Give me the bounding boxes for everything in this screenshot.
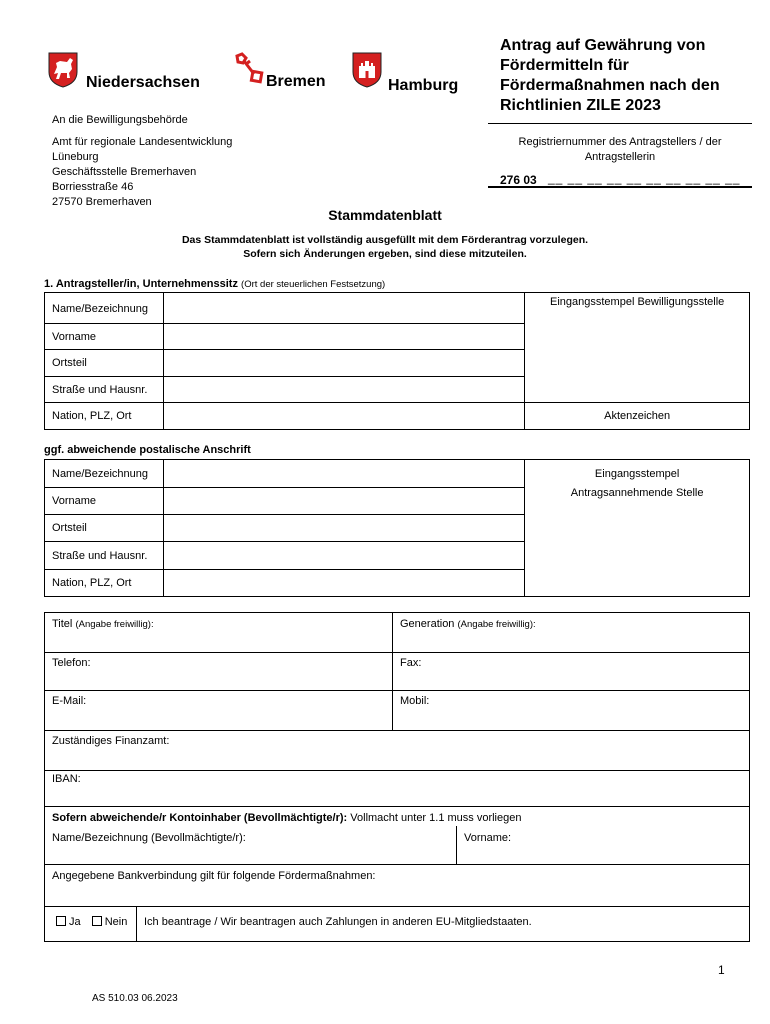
rule-4 bbox=[44, 770, 750, 771]
ja-label: Ja bbox=[69, 916, 81, 928]
vrule-holder bbox=[456, 826, 457, 864]
contact-box bbox=[44, 612, 750, 942]
rule-5 bbox=[44, 806, 750, 807]
s2-input-nation[interactable] bbox=[163, 570, 524, 597]
section2-title: ggf. abweichende postalische Anschrift bbox=[44, 444, 251, 456]
email-field[interactable]: E-Mail: bbox=[52, 695, 87, 707]
rule-3 bbox=[44, 730, 750, 731]
page-heading: Stammdatenblatt bbox=[328, 207, 442, 223]
s2-input-strasse[interactable] bbox=[163, 542, 524, 570]
titel-sub: (Angabe freiwillig): bbox=[75, 619, 154, 630]
section2-table bbox=[44, 459, 750, 597]
generation-sub: (Angabe freiwillig): bbox=[457, 619, 536, 630]
generation-field[interactable] bbox=[400, 618, 536, 630]
bremen-key-icon bbox=[234, 52, 264, 86]
section1-subtitle: (Ort der steuerlichen Festsetzung) bbox=[241, 279, 386, 290]
s2-label-name: Name/Bezeichnung bbox=[45, 460, 164, 488]
registration-box bbox=[488, 130, 752, 188]
s2-stamp-box bbox=[525, 460, 750, 597]
logo-text-bremen: Bremen bbox=[266, 73, 326, 90]
rule-6 bbox=[44, 864, 750, 865]
address-line-5: 27570 Bremerhaven bbox=[52, 196, 152, 208]
titel-field[interactable] bbox=[52, 618, 154, 630]
s2-label-vorname: Vorname bbox=[45, 488, 164, 515]
address-recipient: An die Bewilligungsbehörde bbox=[52, 114, 188, 126]
fax-field[interactable]: Fax: bbox=[400, 657, 422, 669]
holder-name-field[interactable]: Name/Bezeichnung (Bevollmächtigte/r): bbox=[52, 832, 246, 844]
rule-2 bbox=[44, 690, 750, 691]
ja-checkbox[interactable] bbox=[56, 916, 66, 926]
nein-label: Nein bbox=[104, 916, 128, 928]
s1-input-vorname[interactable] bbox=[163, 324, 524, 350]
s1-file-label: Aktenzeichen bbox=[604, 410, 671, 422]
lower-saxony-horse-shield-icon bbox=[48, 52, 78, 88]
s2-label-ortsteil: Ortsteil bbox=[45, 515, 164, 542]
s1-input-nation[interactable] bbox=[163, 403, 524, 430]
s1-file-box[interactable] bbox=[525, 403, 750, 430]
s2-input-ortsteil[interactable] bbox=[163, 515, 524, 542]
title-divider bbox=[488, 123, 752, 124]
section1-title-text: 1. Antragsteller/in, Unternehmenssitz bbox=[44, 278, 238, 290]
nein-checkbox[interactable] bbox=[92, 916, 102, 926]
s1-input-ortsteil[interactable] bbox=[163, 350, 524, 377]
s1-label-nation: Nation, PLZ, Ort bbox=[45, 403, 164, 430]
eu-payment-text: Ich beantrage / Wir beantragen auch Zahlungen in anderen EU-Mitgliedstaaten. bbox=[144, 916, 532, 928]
holder-vorname-field[interactable]: Vorname: bbox=[464, 832, 512, 844]
page-number: 1 bbox=[718, 963, 725, 977]
eu-choice bbox=[56, 916, 127, 928]
s1-label-name: Name/Bezeichnung bbox=[45, 293, 164, 324]
note-line-1: Das Stammdatenblatt ist vollständig ausgefüllt mit dem Förderantrag vorzulegen. bbox=[181, 234, 589, 246]
hamburg-castle-shield-icon bbox=[352, 52, 382, 88]
note-line-2: Sofern sich Änderungen ergeben, sind diese mitzuteilen. bbox=[243, 248, 527, 260]
s1-stamp-box bbox=[525, 293, 750, 403]
mobil-field[interactable]: Mobil: bbox=[400, 695, 430, 707]
form-code: AS 510.03 06.2023 bbox=[92, 993, 178, 1004]
titel-label: Titel bbox=[52, 618, 73, 630]
holder-heading-rest: Vollmacht unter 1.1 muss vorliegen bbox=[347, 812, 522, 824]
s2-input-vorname[interactable] bbox=[163, 488, 524, 515]
s1-label-strasse: Straße und Hausnr. bbox=[45, 377, 164, 403]
logo-text-hamburg: Hamburg bbox=[388, 77, 459, 94]
s1-label-ortsteil: Ortsteil bbox=[45, 350, 164, 377]
registration-prefix: 276 03 bbox=[500, 173, 537, 187]
bank-valid-field[interactable]: Angegebene Bankverbindung gilt für folgende Fördermaßnahmen: bbox=[52, 870, 376, 882]
s2-label-nation: Nation, PLZ, Ort bbox=[45, 570, 164, 597]
generation-label: Generation bbox=[400, 618, 455, 630]
address-line-2: Lüneburg bbox=[52, 151, 99, 163]
holder-heading bbox=[52, 812, 521, 824]
address-line-3: Geschäftsstelle Bremerhaven bbox=[52, 166, 197, 178]
holder-heading-bold: Sofern abweichende/r Kontoinhaber (Bevollmächtigte/r): bbox=[52, 812, 348, 824]
s2-input-name[interactable] bbox=[163, 460, 524, 488]
registration-label: Registriernummer des Antragstellers / der Antragstellerin bbox=[518, 136, 722, 163]
logo-text-niedersachsen: Niedersachsen bbox=[86, 74, 200, 91]
s2-stamp-label-2: Antragsannehmende Stelle bbox=[570, 487, 704, 499]
iban-field[interactable]: IBAN: bbox=[52, 773, 81, 785]
registration-number-input[interactable]: __ __ __ __ __ __ __ __ __ __ bbox=[548, 171, 741, 185]
section1-table bbox=[44, 292, 750, 430]
s1-label-vorname: Vorname bbox=[45, 324, 164, 350]
s1-input-strasse[interactable] bbox=[163, 377, 524, 403]
telefon-field[interactable]: Telefon: bbox=[52, 657, 91, 669]
s2-label-strasse: Straße und Hausnr. bbox=[45, 542, 164, 570]
address-line-1: Amt für regionale Landesentwicklung bbox=[52, 136, 233, 148]
s1-stamp-label: Eingangsstempel Bewilligungsstelle bbox=[550, 296, 725, 308]
vrule-eu bbox=[136, 906, 137, 942]
s1-input-name[interactable] bbox=[163, 293, 524, 324]
s2-stamp-label-1: Eingangsstempel bbox=[594, 468, 680, 480]
rule-1 bbox=[44, 652, 750, 653]
section1-title bbox=[44, 278, 385, 290]
address-line-4: Borriesstraße 46 bbox=[52, 181, 134, 193]
finanzamt-field[interactable]: Zuständiges Finanzamt: bbox=[52, 735, 170, 747]
form-title: Antrag auf Gewährung von Fördermitteln für Fördermaßnahmen nach den Richtlinien ZILE 2023 bbox=[500, 37, 720, 114]
vrule-contact bbox=[392, 612, 393, 730]
rule-7 bbox=[44, 906, 750, 907]
